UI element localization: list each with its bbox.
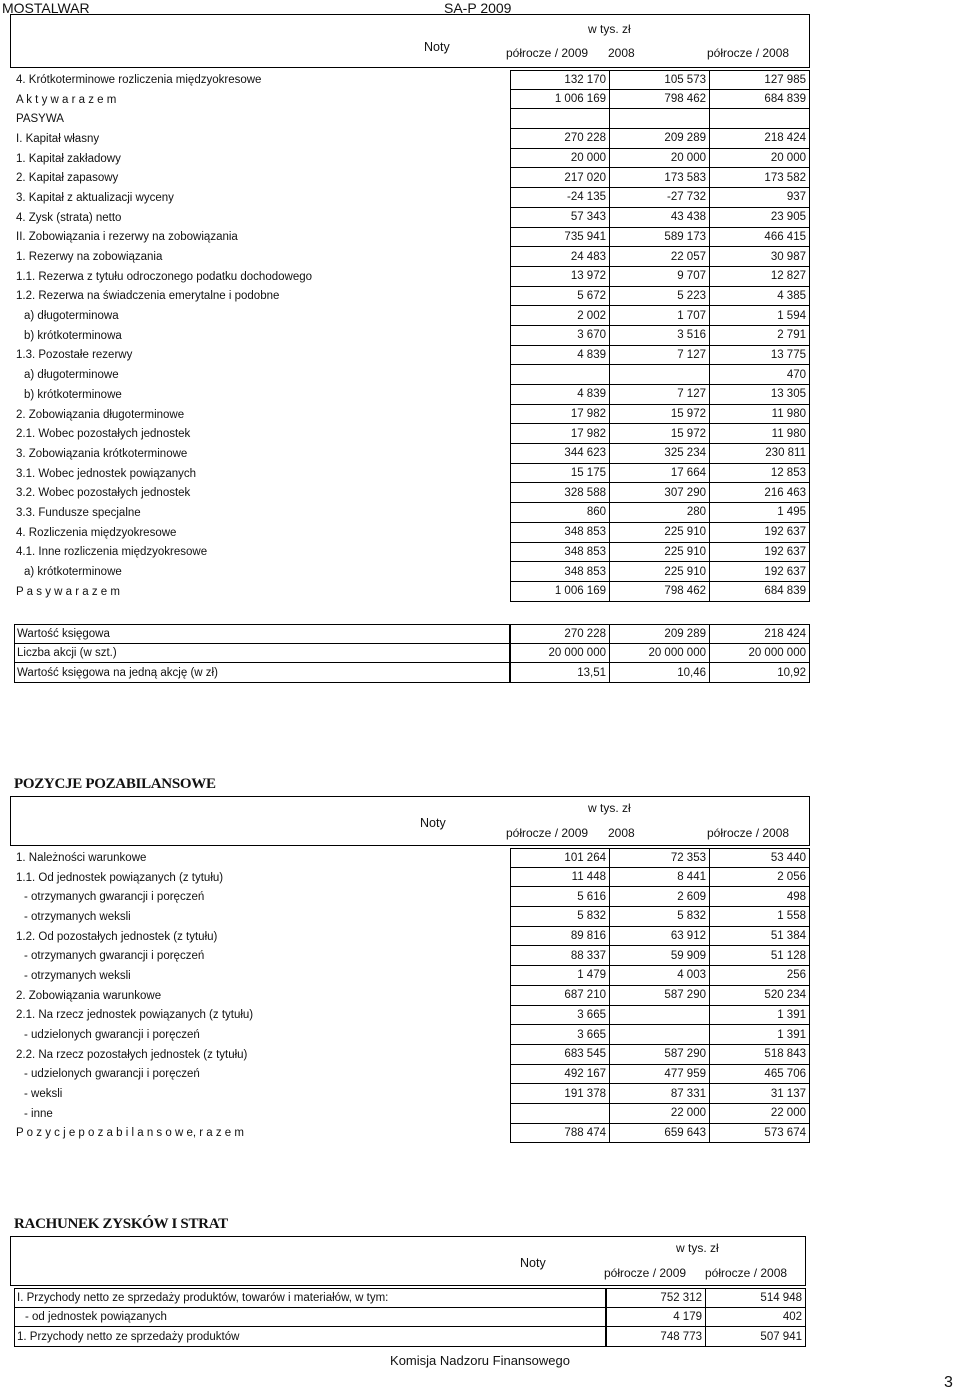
row-value-v2: 5 223 xyxy=(610,287,710,307)
table-row xyxy=(14,208,810,228)
row-value-v1 xyxy=(510,1104,610,1124)
row-value-v2: 15 972 xyxy=(610,424,710,444)
row-value-v1: 683 545 xyxy=(510,1045,610,1065)
table-row xyxy=(14,1045,810,1065)
table-row xyxy=(14,424,810,444)
table-row xyxy=(14,228,810,248)
row-value-v1: 752 312 xyxy=(606,1288,706,1308)
row-label: - inne xyxy=(24,1107,53,1120)
col-header-h1-2008: półrocze / 2008 xyxy=(707,46,790,60)
row-value-v2: 5 832 xyxy=(610,907,710,927)
row-value-v1: 11 448 xyxy=(510,868,610,888)
table-row xyxy=(14,663,810,683)
row-value-v1: 328 588 xyxy=(510,483,610,503)
row-label: Liczba akcji (w szt.) xyxy=(14,644,510,664)
row-value-v1: 1 006 169 xyxy=(510,582,610,602)
row-label: - otrzymanych weksli xyxy=(24,969,131,982)
row-value-v3: 20 000 000 xyxy=(710,644,810,664)
row-value-v3: 31 137 xyxy=(710,1084,810,1104)
table-row xyxy=(14,464,810,484)
row-value-v2: 209 289 xyxy=(610,624,710,644)
row-value-v2: 507 941 xyxy=(706,1327,806,1347)
row-label: 3.1. Wobec jednostek powiązanych xyxy=(16,467,197,480)
row-value-v2: 87 331 xyxy=(610,1084,710,1104)
table-row xyxy=(14,927,810,947)
table-row xyxy=(14,907,810,927)
row-value-v3: 22 000 xyxy=(710,1104,810,1124)
row-value-v2: 9 707 xyxy=(610,267,710,287)
page-number: 3 xyxy=(944,1374,953,1391)
row-value-v1: 270 228 xyxy=(510,129,610,149)
row-value-v2: 4 003 xyxy=(610,966,710,986)
row-value-v2: 72 353 xyxy=(610,848,710,868)
table-row xyxy=(14,109,810,129)
table-row xyxy=(14,868,810,888)
row-label: a) długoterminowe xyxy=(24,369,119,382)
units-label: w tys. zł xyxy=(588,22,631,36)
row-value-v2: 15 972 xyxy=(610,405,710,425)
company-name: MOSTALWAR xyxy=(2,0,90,16)
footer-text: Komisja Nadzoru Finansowego xyxy=(390,1353,570,1368)
row-value-v2: 10,46 xyxy=(610,663,710,683)
row-label: 2.1. Na rzecz jednostek powiązanych (z tytułu) xyxy=(16,1009,254,1022)
row-value-v2 xyxy=(610,109,710,129)
row-value-v1 xyxy=(510,109,610,129)
balance-sheet-table xyxy=(14,70,810,602)
row-value-v1: -24 135 xyxy=(510,188,610,208)
row-label: - udzielonych gwarancji i poręczeń xyxy=(24,1029,200,1042)
row-value-v3: 684 839 xyxy=(710,90,810,110)
table-row xyxy=(14,365,810,385)
row-value-v3: 1 495 xyxy=(710,503,810,523)
offbalance-col-2008: 2008 xyxy=(608,826,635,840)
row-value-v1: 15 175 xyxy=(510,464,610,484)
row-value-v2: 659 643 xyxy=(610,1124,710,1144)
table-row xyxy=(14,168,810,188)
row-value-v3: 1 594 xyxy=(710,306,810,326)
row-value-v1: 17 982 xyxy=(510,424,610,444)
row-value-v3: 520 234 xyxy=(710,986,810,1006)
row-value-v1: 20 000 000 xyxy=(510,644,610,664)
table-row xyxy=(14,543,810,563)
table-row xyxy=(14,624,810,644)
row-value-v3 xyxy=(710,109,810,129)
row-value-v2: 8 441 xyxy=(610,868,710,888)
row-value-v2: 587 290 xyxy=(610,986,710,1006)
row-value-v2: 280 xyxy=(610,503,710,523)
row-label: 4. Krótkoterminowe rozliczenia międzyokresowe xyxy=(16,73,262,86)
row-value-v2: 798 462 xyxy=(610,582,710,602)
row-label: - weksli xyxy=(24,1088,63,1101)
row-value-v3: 2 791 xyxy=(710,326,810,346)
row-value-v2: 43 438 xyxy=(610,208,710,228)
row-value-v1: 4 839 xyxy=(510,385,610,405)
row-value-v3: 12 853 xyxy=(710,464,810,484)
row-value-v3: 470 xyxy=(710,365,810,385)
row-value-v3: 256 xyxy=(710,966,810,986)
row-value-v2 xyxy=(610,365,710,385)
row-value-v1: 13,51 xyxy=(510,663,610,683)
row-value-v2: 105 573 xyxy=(610,70,710,90)
row-value-v2: 7 127 xyxy=(610,346,710,366)
row-value-v1: 344 623 xyxy=(510,444,610,464)
row-value-v1: 132 170 xyxy=(510,70,610,90)
row-value-v2: 3 516 xyxy=(610,326,710,346)
row-value-v1: 4 179 xyxy=(606,1308,706,1328)
row-label: - otrzymanych gwarancji i poręczeń xyxy=(24,950,205,963)
table-row xyxy=(14,149,810,169)
row-label: 1.1. Rezerwa z tytułu odroczonego podatku dochodowego xyxy=(16,270,313,283)
row-label: 1.1. Od jednostek powiązanych (z tytułu) xyxy=(16,871,224,884)
table-row xyxy=(14,129,810,149)
table-row xyxy=(14,1084,810,1104)
row-value-v1: 2 002 xyxy=(510,306,610,326)
row-label: - otrzymanych gwarancji i poręczeń xyxy=(24,891,205,904)
row-value-v3: 12 827 xyxy=(710,267,810,287)
pl-table xyxy=(14,1288,806,1347)
row-label: b) krótkoterminowa xyxy=(24,329,122,342)
table-row xyxy=(14,1025,810,1045)
row-label: 2. Zobowiązania długoterminowe xyxy=(16,408,185,421)
row-value-v3: 192 637 xyxy=(710,543,810,563)
row-value-v3: 53 440 xyxy=(710,848,810,868)
table-row xyxy=(14,90,810,110)
row-value-v1: 348 853 xyxy=(510,543,610,563)
row-label: - otrzymanych weksli xyxy=(24,910,131,923)
row-value-v2: 402 xyxy=(706,1308,806,1328)
table-row xyxy=(14,1124,810,1144)
row-value-v2: 225 910 xyxy=(610,562,710,582)
row-value-v3: 11 980 xyxy=(710,405,810,425)
row-label: 2.1. Wobec pozostałych jednostek xyxy=(16,428,191,441)
row-value-v2: 325 234 xyxy=(610,444,710,464)
row-value-v2 xyxy=(610,1025,710,1045)
offbalance-units-label: w tys. zł xyxy=(588,801,631,815)
row-label: 4. Zysk (strata) netto xyxy=(16,211,122,224)
row-value-v1: 3 665 xyxy=(510,1025,610,1045)
row-value-v2: 514 948 xyxy=(706,1288,806,1308)
table-row xyxy=(14,70,810,90)
row-label: I. Przychody netto ze sprzedaży produktów, towarów i materiałów, w tym: xyxy=(14,1288,606,1308)
table-row xyxy=(14,444,810,464)
row-value-v1: 24 483 xyxy=(510,247,610,267)
row-value-v3: 466 415 xyxy=(710,228,810,248)
row-value-v1: 20 000 xyxy=(510,149,610,169)
row-value-v3: 216 463 xyxy=(710,483,810,503)
row-label: - udzielonych gwarancji i poręczeń xyxy=(24,1068,200,1081)
row-label: 2. Kapitał zapasowy xyxy=(16,172,119,185)
row-label: I. Kapitał własny xyxy=(16,132,100,145)
row-value-v2: 7 127 xyxy=(610,385,710,405)
table-row xyxy=(14,326,810,346)
offbalance-col-h1-2008: półrocze / 2008 xyxy=(707,826,790,840)
row-value-v2: 173 583 xyxy=(610,168,710,188)
row-label: II. Zobowiązania i rezerwy na zobowiązania xyxy=(16,231,238,244)
row-value-v1: 89 816 xyxy=(510,927,610,947)
row-label: 3.2. Wobec pozostałych jednostek xyxy=(16,487,191,500)
table-row xyxy=(14,483,810,503)
pl-noty-header: Noty xyxy=(520,1256,546,1270)
row-value-v3: 173 582 xyxy=(710,168,810,188)
row-label: 1. Należności warunkowe xyxy=(16,851,147,864)
row-value-v3: 192 637 xyxy=(710,523,810,543)
row-value-v3: 498 xyxy=(710,887,810,907)
row-value-v2: 589 173 xyxy=(610,228,710,248)
row-value-v1: 5 832 xyxy=(510,907,610,927)
table-row xyxy=(14,1327,806,1347)
row-label: 3.3. Fundusze specjalne xyxy=(16,506,141,519)
row-value-v1: 492 167 xyxy=(510,1065,610,1085)
row-value-v1: 1 479 xyxy=(510,966,610,986)
row-value-v3: 192 637 xyxy=(710,562,810,582)
row-value-v1: 5 672 xyxy=(510,287,610,307)
row-label: - od jednostek powiązanych xyxy=(14,1308,606,1328)
row-value-v3: 20 000 xyxy=(710,149,810,169)
table-row xyxy=(14,1065,810,1085)
row-value-v2: 59 909 xyxy=(610,946,710,966)
row-value-v1: 687 210 xyxy=(510,986,610,1006)
row-label: 1. Przychody netto ze sprzedaży produktów xyxy=(14,1327,606,1347)
table-row xyxy=(14,848,810,868)
row-value-v1: 1 006 169 xyxy=(510,90,610,110)
row-value-v1: 3 665 xyxy=(510,1006,610,1026)
row-value-v3: 218 424 xyxy=(710,624,810,644)
row-value-v1: 5 616 xyxy=(510,887,610,907)
row-value-v3: 1 391 xyxy=(710,1025,810,1045)
row-value-v2: 225 910 xyxy=(610,543,710,563)
offbalance-col-h1-2009: półrocze / 2009 xyxy=(506,826,589,840)
row-value-v1: 860 xyxy=(510,503,610,523)
row-value-v3: 1 558 xyxy=(710,907,810,927)
row-label: a) długoterminowa xyxy=(24,310,119,323)
table-row xyxy=(14,385,810,405)
table-row xyxy=(14,503,810,523)
row-label: 1. Kapitał zakładowy xyxy=(16,152,121,165)
col-header-h1-2009: półrocze / 2009 xyxy=(506,46,589,60)
row-label: Wartość księgowa na jedną akcję (w zł) xyxy=(14,663,510,683)
row-label: 2.2. Na rzecz pozostałych jednostek (z tytułu) xyxy=(16,1048,248,1061)
row-value-v2: 477 959 xyxy=(610,1065,710,1085)
row-value-v1: 748 773 xyxy=(606,1327,706,1347)
row-value-v3: 684 839 xyxy=(710,582,810,602)
row-value-v2: 587 290 xyxy=(610,1045,710,1065)
table-row xyxy=(14,346,810,366)
row-value-v2: 307 290 xyxy=(610,483,710,503)
row-value-v2: 20 000 xyxy=(610,149,710,169)
row-label: Wartość księgowa xyxy=(14,624,510,644)
row-value-v2: 798 462 xyxy=(610,90,710,110)
row-value-v2: 22 057 xyxy=(610,247,710,267)
offbalance-noty-header: Noty xyxy=(420,816,446,830)
table-row xyxy=(14,946,810,966)
row-value-v3: 218 424 xyxy=(710,129,810,149)
table-row xyxy=(14,562,810,582)
row-value-v3: 465 706 xyxy=(710,1065,810,1085)
row-value-v1: 788 474 xyxy=(510,1124,610,1144)
row-value-v2: 17 664 xyxy=(610,464,710,484)
row-label: P o z y c j e p o z a b i l a n s o w e, r a z e m xyxy=(16,1127,244,1140)
row-value-v3: 51 128 xyxy=(710,946,810,966)
row-value-v1: 348 853 xyxy=(510,562,610,582)
row-value-v2: 2 609 xyxy=(610,887,710,907)
row-value-v3: 11 980 xyxy=(710,424,810,444)
row-label: 1.2. Rezerwa na świadczenia emerytalne i podobne xyxy=(16,290,280,303)
table-row xyxy=(14,287,810,307)
row-value-v3: 30 987 xyxy=(710,247,810,267)
row-value-v2: 63 912 xyxy=(610,927,710,947)
row-value-v3: 127 985 xyxy=(710,70,810,90)
table-row xyxy=(14,1308,806,1328)
table-row xyxy=(14,887,810,907)
row-value-v3: 2 056 xyxy=(710,868,810,888)
table-row xyxy=(14,267,810,287)
offbalance-header-box xyxy=(10,796,810,846)
row-value-v1: 348 853 xyxy=(510,523,610,543)
col-header-2008: 2008 xyxy=(608,46,635,60)
row-value-v3: 51 384 xyxy=(710,927,810,947)
pl-col-h1-2009: półrocze / 2009 xyxy=(604,1266,687,1280)
row-label: 4.1. Inne rozliczenia międzyokresowe xyxy=(16,546,208,559)
row-label: PASYWA xyxy=(16,113,64,126)
row-value-v2: -27 732 xyxy=(610,188,710,208)
row-label: 1. Rezerwy na zobowiązania xyxy=(16,251,163,264)
row-value-v1: 88 337 xyxy=(510,946,610,966)
row-value-v3: 13 305 xyxy=(710,385,810,405)
table-row xyxy=(14,1006,810,1026)
table-row xyxy=(14,523,810,543)
row-value-v3: 518 843 xyxy=(710,1045,810,1065)
table-row xyxy=(14,247,810,267)
row-value-v2: 225 910 xyxy=(610,523,710,543)
table-row xyxy=(14,1288,806,1308)
row-value-v2: 209 289 xyxy=(610,129,710,149)
row-value-v1: 191 378 xyxy=(510,1084,610,1104)
table-row xyxy=(14,1104,810,1124)
row-label: 1.3. Pozostałe rezerwy xyxy=(16,349,133,362)
row-value-v1: 270 228 xyxy=(510,624,610,644)
row-value-v1: 57 343 xyxy=(510,208,610,228)
row-label: P a s y w a r a z e m xyxy=(16,585,120,598)
row-value-v2 xyxy=(610,1006,710,1026)
row-value-v1: 101 264 xyxy=(510,848,610,868)
row-value-v3: 937 xyxy=(710,188,810,208)
pl-heading: RACHUNEK ZYSKÓW I STRAT xyxy=(14,1216,228,1232)
row-value-v1: 3 670 xyxy=(510,326,610,346)
row-value-v3: 573 674 xyxy=(710,1124,810,1144)
table-row xyxy=(14,306,810,326)
table-row xyxy=(14,644,810,664)
book-value-table xyxy=(14,624,810,683)
table-row xyxy=(14,582,810,602)
row-value-v1: 4 839 xyxy=(510,346,610,366)
row-value-v3: 13 775 xyxy=(710,346,810,366)
row-value-v1: 17 982 xyxy=(510,405,610,425)
row-value-v3: 10,92 xyxy=(710,663,810,683)
row-value-v2: 22 000 xyxy=(610,1104,710,1124)
row-label: 1.2. Od pozostałych jednostek (z tytułu) xyxy=(16,930,218,943)
pl-units-label: w tys. zł xyxy=(676,1241,719,1255)
table-row xyxy=(14,405,810,425)
row-value-v1: 735 941 xyxy=(510,228,610,248)
row-value-v1: 217 020 xyxy=(510,168,610,188)
row-value-v1: 13 972 xyxy=(510,267,610,287)
row-label: a) krótkoterminowe xyxy=(24,566,122,579)
row-label: 3. Zobowiązania krótkoterminowe xyxy=(16,447,188,460)
row-label: 4. Rozliczenia międzyokresowe xyxy=(16,526,177,539)
report-code: SA-P 2009 xyxy=(444,0,512,16)
table-row xyxy=(14,188,810,208)
row-label: 2. Zobowiązania warunkowe xyxy=(16,989,162,1002)
row-label: b) krótkoterminowe xyxy=(24,388,122,401)
row-value-v3: 1 391 xyxy=(710,1006,810,1026)
pl-col-h1-2008: półrocze / 2008 xyxy=(705,1266,788,1280)
row-value-v3: 4 385 xyxy=(710,287,810,307)
offbalance-table xyxy=(14,848,810,1143)
row-label: A k t y w a r a z e m xyxy=(16,93,117,106)
row-value-v1 xyxy=(510,365,610,385)
row-label: 3. Kapitał z aktualizacji wyceny xyxy=(16,191,174,204)
row-value-v2: 20 000 000 xyxy=(610,644,710,664)
offbalance-heading: POZYCJE POZABILANSOWE xyxy=(14,776,216,792)
row-value-v3: 230 811 xyxy=(710,444,810,464)
row-value-v2: 1 707 xyxy=(610,306,710,326)
row-value-v3: 23 905 xyxy=(710,208,810,228)
noty-header: Noty xyxy=(424,40,450,54)
table-row xyxy=(14,986,810,1006)
balance-header-box xyxy=(10,14,810,68)
table-row xyxy=(14,966,810,986)
